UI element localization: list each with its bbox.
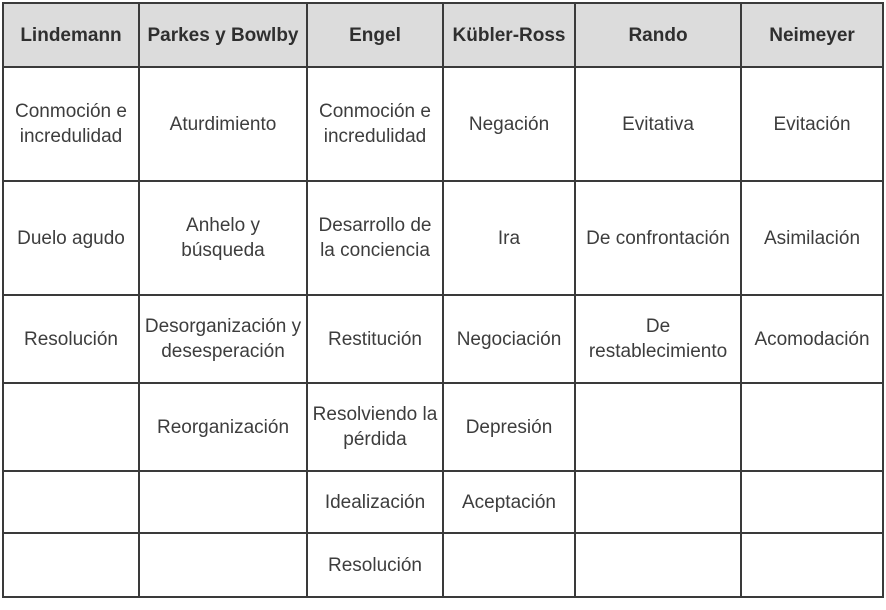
table-cell	[741, 471, 883, 533]
table-cell	[139, 471, 307, 533]
table-cell	[575, 471, 741, 533]
table-cell: Resolviendo la pérdida	[307, 383, 443, 471]
table-cell	[3, 533, 139, 597]
table-cell: Ira	[443, 181, 575, 295]
table-header-row	[3, 3, 883, 67]
table-cell: Negociación	[443, 295, 575, 383]
table-cell: Negación	[443, 67, 575, 181]
table-cell: Conmoción e incredulidad	[3, 67, 139, 181]
header-lindemann: Lindemann	[3, 3, 139, 67]
table-row	[3, 67, 883, 181]
table-cell: Desarrollo de la conciencia	[307, 181, 443, 295]
table-cell	[741, 383, 883, 471]
table-cell: Conmoción e incredulidad	[307, 67, 443, 181]
table-row	[3, 181, 883, 295]
table-cell: Idealización	[307, 471, 443, 533]
table-row	[3, 533, 883, 597]
table-cell	[575, 383, 741, 471]
table-cell: Aceptación	[443, 471, 575, 533]
table-cell	[3, 383, 139, 471]
table-cell: Depresión	[443, 383, 575, 471]
table-row	[3, 471, 883, 533]
table-cell: Duelo agudo	[3, 181, 139, 295]
table-cell: Anhelo y búsqueda	[139, 181, 307, 295]
grief-stages-table	[2, 2, 884, 598]
header-rando: Rando	[575, 3, 741, 67]
table-cell: Asimilación	[741, 181, 883, 295]
table-cell: Evitativa	[575, 67, 741, 181]
table-cell: De restablecimiento	[575, 295, 741, 383]
table-cell: Acomodación	[741, 295, 883, 383]
header-engel: Engel	[307, 3, 443, 67]
table-cell	[3, 471, 139, 533]
table-cell: Reorganización	[139, 383, 307, 471]
table-cell: Evitación	[741, 67, 883, 181]
header-neimeyer: Neimeyer	[741, 3, 883, 67]
table-cell: De confrontación	[575, 181, 741, 295]
table-cell	[741, 533, 883, 597]
table-cell	[575, 533, 741, 597]
table-cell	[443, 533, 575, 597]
table-cell: Restitución	[307, 295, 443, 383]
header-parkes-bowlby: Parkes y Bowlby	[139, 3, 307, 67]
table-cell	[139, 533, 307, 597]
table-row	[3, 383, 883, 471]
table-cell: Resolución	[3, 295, 139, 383]
table-cell: Resolución	[307, 533, 443, 597]
table-cell: Desorganización y desesperación	[139, 295, 307, 383]
table-row	[3, 295, 883, 383]
table-cell: Aturdimiento	[139, 67, 307, 181]
header-kubler-ross: Kübler-Ross	[443, 3, 575, 67]
